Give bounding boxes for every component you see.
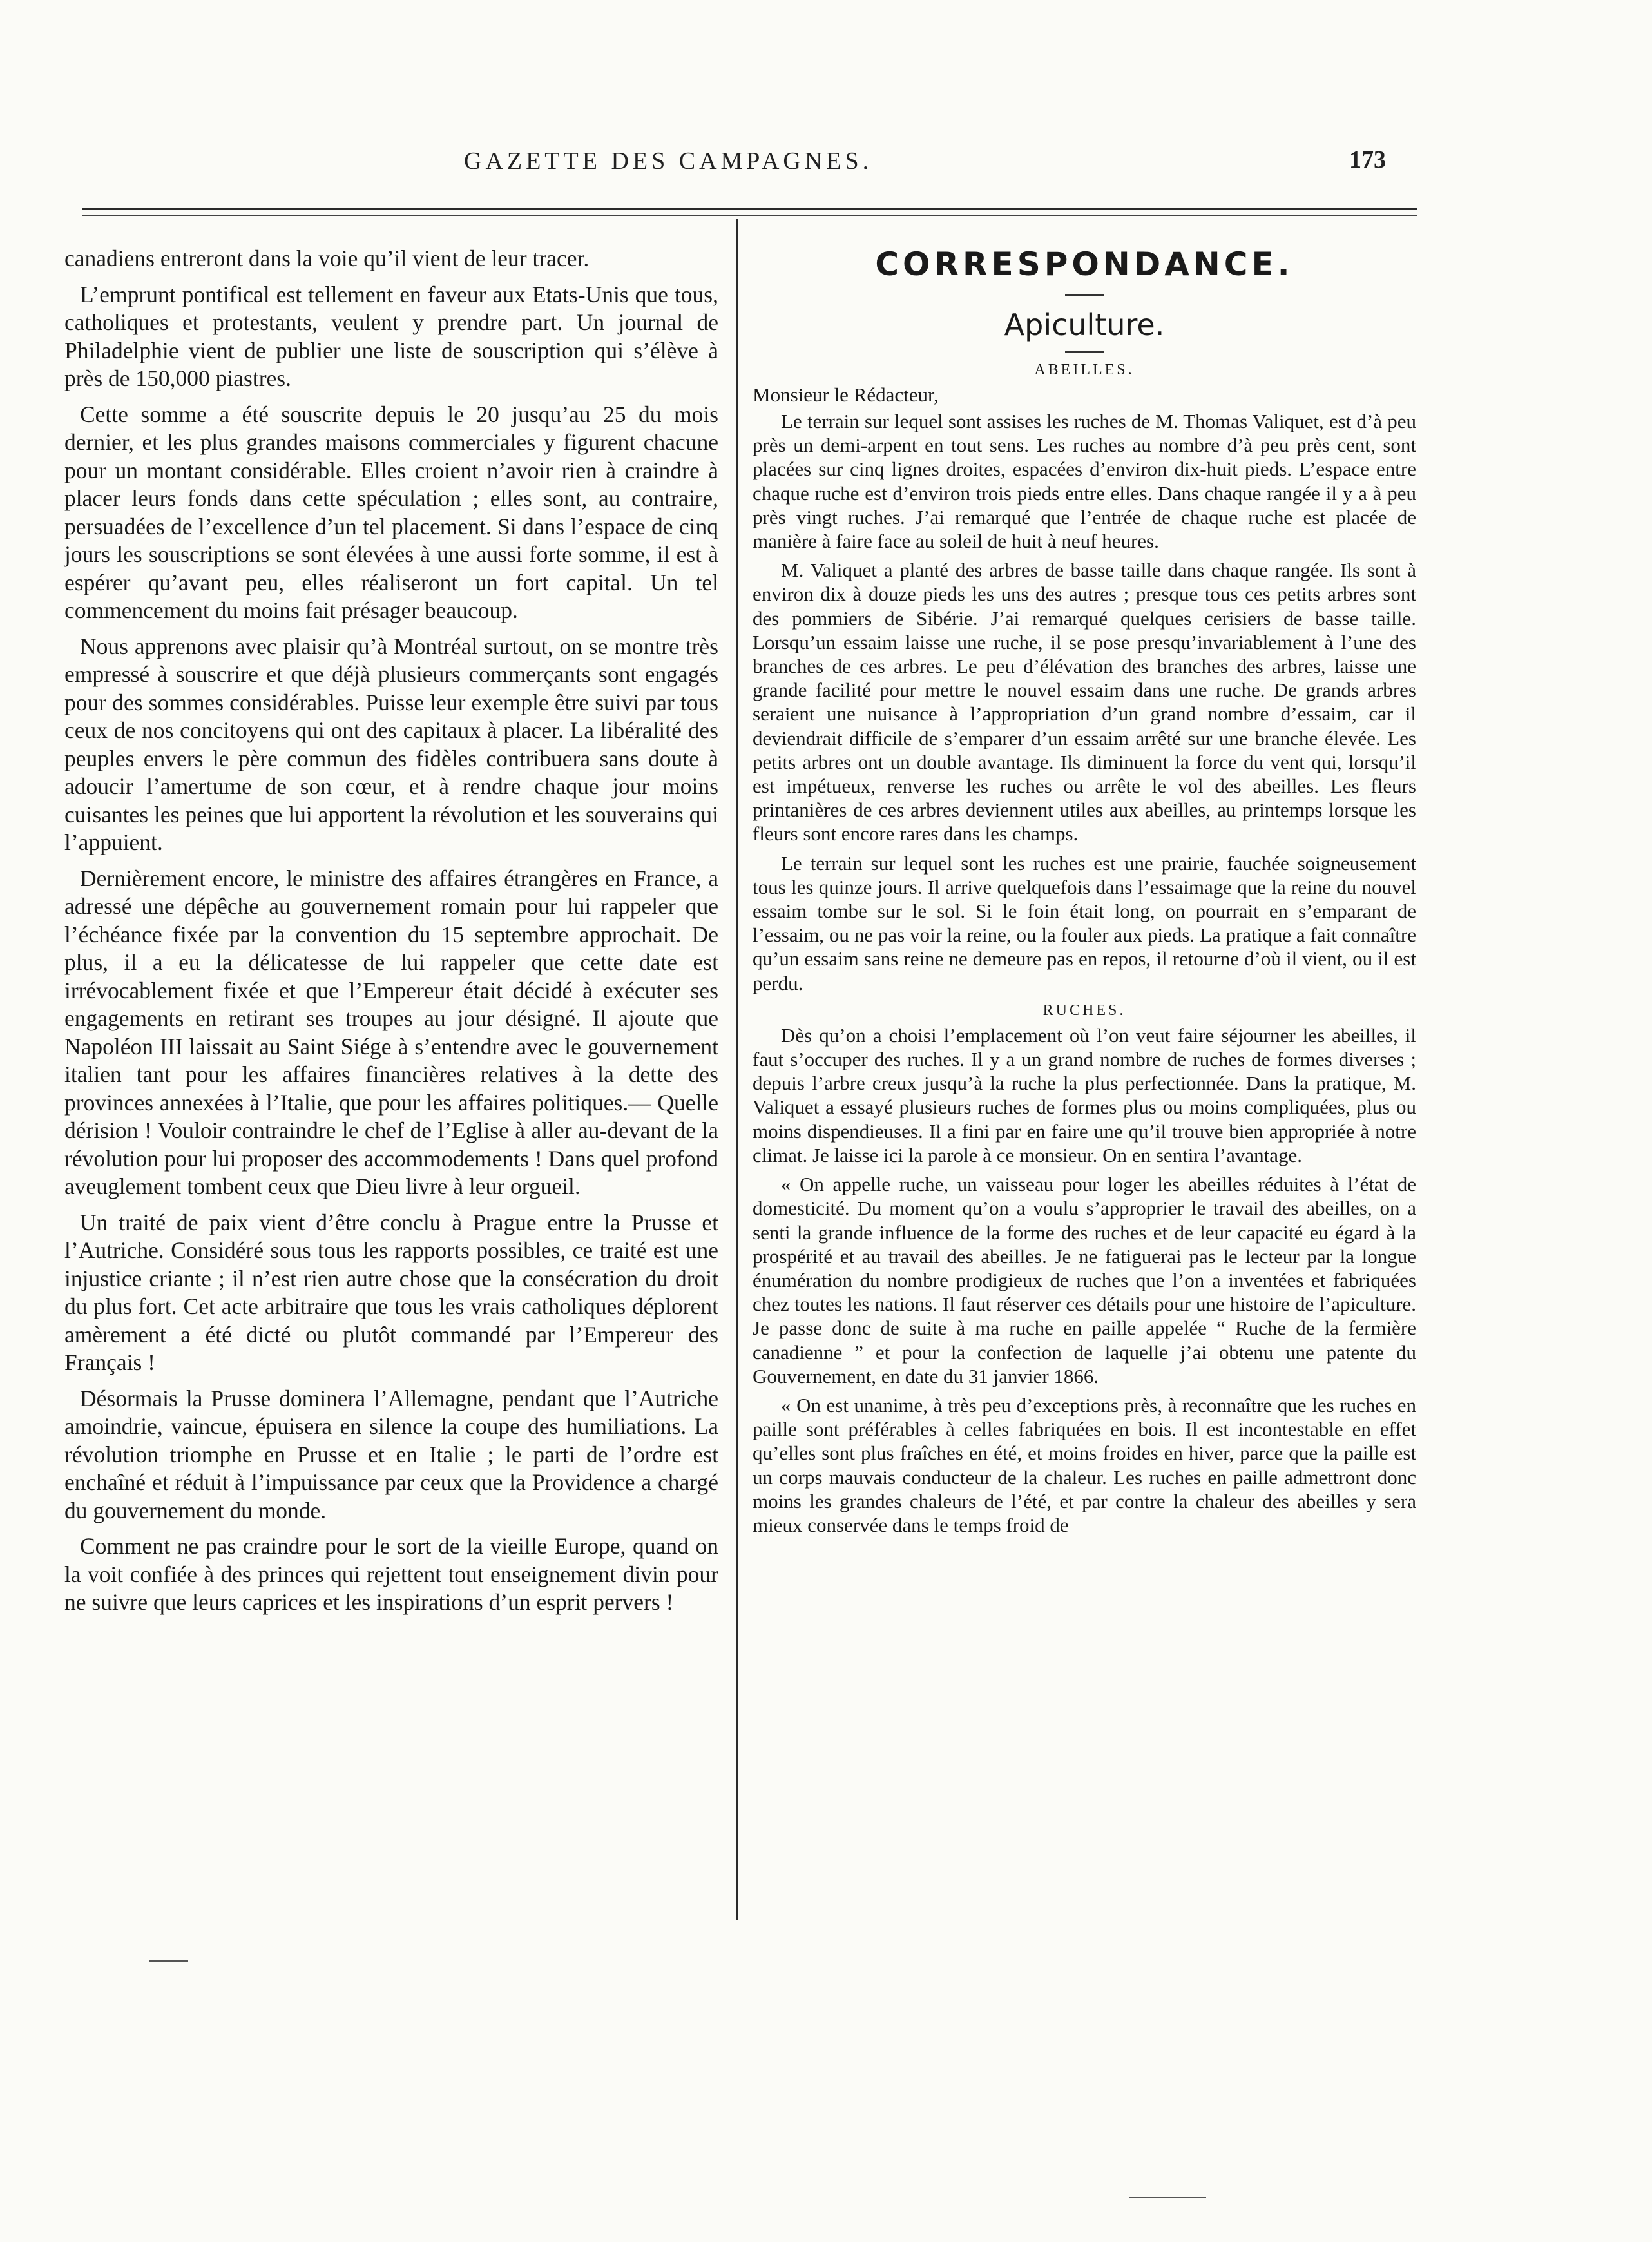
paragraph: Nous apprenons avec plaisir qu’à Montréal surtout, on se montre très empressé à souscrire et que déjà plusieurs commerçants sont engagés pour des sommes considérables. Puisse leur exemple être suivi par tous ceux de nos concitoyens qui ont des capitaux à placer. La libéralité des peuples envers le père commun des fidèles contribuera sans doute à adoucir l’amertume de son cœur, et à rendre chaque jour moins cuisantes les peines que lui apportent la révolution et les souverains qui l’appuient. xyxy=(64,633,718,855)
subheading-abeilles: ABEILLES. xyxy=(1034,362,1135,378)
paragraph: « On appelle ruche, un vaisseau pour loger les abeilles réduites à l’état de domesticité. Du moment qu’on a voulu s’approprier le travail des abeilles, on a senti la grande influence de la forme des ruches et de leur capacité eu égard à la prospérité et au travail des abeilles. Je ne fatiguerai pas le lecteur par la longue énumération du nombre prodigieux de ruches que l’on a inventées et fabriquées chez toutes les nations. Il faut réserver ces détails pour une histoire de l’apiculture. Je passe donc de suite à ma ruche en paille appelée “ Ruche de la fermière canadienne ” et pour la confection de laquelle j’ai obtenu une patente du Gouvernement, en date du 31 janvier 1866. xyxy=(753,1173,1416,1387)
paragraph: « On est unanime, à très peu d’exceptions près, à reconnaître que les ruches en paille sont préférables à celles fabriquées en bois. Il est incontestable en effet qu’elles sont plus fraîches en été, et moins froides en hiver, parce que la paille est un corps mauvais conducteur de la chaleur. Les ruches en paille admettront donc moins les grandes chaleurs de l’été, et par contre la chaleur des abeilles y sera mieux conservée dans le temps froid de xyxy=(753,1393,1416,1536)
page-number: 173 xyxy=(1349,146,1386,173)
right-column xyxy=(753,238,1416,1542)
subheading-ruches: RUCHES. xyxy=(1042,1001,1126,1019)
running-header-title: GAZETTE DES CAMPAGNES. xyxy=(464,148,873,175)
paragraph: Dès qu’on a choisi l’emplacement où l’on veut faire séjourner les abeilles, il faut s’occuper des ruches. Il y a un grand nombre de ruches de formes diverses ; depuis l’arbre creux jusqu’à la ruche la plus perfectionnée. Dans la pratique, M. Valiquet a essayé plusieurs ruches de formes plus ou moins compliquées, plus ou moins dispendieuses. Il a fini par en faire une qu’il trouve bien appropriée à notre climat. Je laisse ici la parole à ce monsieur. On en sentira l’avantage. xyxy=(753,1023,1416,1166)
paragraph: Comment ne pas craindre pour le sort de la vieille Europe, quand on la voit confiée à des princes qui rejettent tout enseignement divin pour ne suivre que leurs caprices et les inspirations d’un esprit pervers ! xyxy=(64,1533,718,1615)
paragraph: Le terrain sur lequel sont assises les ruches de M. Thomas Valiquet, est d’à peu près un demi-arpent en tout sens. Les ruches au nombre d’à peu près cent, sont placées sur cinq lignes droites, espacées d’environ dix-huit pieds. L’espace entre chaque ruche est d’environ trois pieds entre elles. Dans chaque rangée il y a à peu près vingt ruches. J’ai remarqué que l’entrée de chaque ruche est placée de manière à faire face au soleil de huit à neuf heures. xyxy=(753,410,1416,553)
paragraph: Désormais la Prusse dominera l’Allemagne, pendant que l’Autriche amoindrie, vaincue, épuisera en silence la coupe des humiliations. La révolution triomphe en Prusse et en Italie ; le parti de l’ordre est enchaîné et réduit à l’impuissance par ceux que la Providence a chargé du gouvernement du monde. xyxy=(64,1385,718,1523)
paragraph: M. Valiquet a planté des arbres de basse taille dans chaque rangée. Ils sont à environ dix à douze pieds les uns des autres ; presque tous ces petits arbres sont des pommiers de Sibérie. J’ai remarqué quelques cerisiers de basse taille. Lorsqu’un essaim laisse une ruche, il se pose presqu’invariablement à l’une des branches de ces arbres. Le peu d’élévation des branches des arbres, laisse une grande facilité pour mettre le nouvel essaim dans une ruche. De grands arbres seraient une nuisance à l’appropriation d’un grand nombre d’essaim, car il deviendrait difficile de s’emparer d’un essaim arrêté sur une branche élevée. Les petits arbres ont un double avantage. Ils diminuent la force du vent qui, lorsqu’il est impétueux, renverse les ruches ou arrête le vol des abeilles. Les fleurs printanières de ces arbres deviennent utiles aux abeilles, au printemps lorsque les fleurs sont encore rares dans les champs. xyxy=(753,559,1416,846)
end-rule xyxy=(149,1960,188,1962)
paragraph: canadiens entreront dans la voie qu’il vient de leur tracer. xyxy=(64,246,590,271)
paragraph: Cette somme a été souscrite depuis le 20 jusqu’au 25 du mois dernier, et les plus grandes maisons commerciales y figurent chacune pour un montant considérable. Elles croient n’avoir rien à craindre à placer leurs fonds dans cette spéculation ; elles sont, au contraire, persuadées de l’excellence d’un tel placement. Si dans l’espace de cinq jours les souscriptions se sont élevées à une aussi forte somme, il est à espérer qu’avant peu, elles réaliseront un fort capital. Un tel commencement du moins fait présager beaucoup. xyxy=(64,401,718,623)
left-column xyxy=(64,245,718,1625)
header-rule xyxy=(82,208,1417,210)
paragraph: Dernièrement encore, le ministre des affaires étrangères en France, a adressé une dépêche au gouvernement romain pour lui rappeler que l’échéance fixée par la convention du 15 septembre approchait. De plus, il a eu la délicatesse de lui rappeler que cette date est irrévocablement fixée et que l’Empereur était décidé à exécuter ses engagements en retirant ses troupes au jour désigné. Il ajoute que Napoléon III laissait au Saint Siége à s’entendre avec le gouvernement italien tant pour les affaires financières relatives à la dette des provinces annexées à l’Italie, que pour les affaires politiques.— Quelle dérision ! Vouloir contraindre le chef de l’Eglise à aller au-devant de la révolution pour lui proposer des accommodements ! Dans quel profond aveuglement tombent ceux que Dieu livre à leur orgueil. xyxy=(64,865,718,1199)
divider xyxy=(1065,294,1104,296)
subsection-title: Apiculture. xyxy=(1004,307,1165,342)
column-divider xyxy=(736,219,738,1920)
paragraph: L’emprunt pontifical est tellement en faveur aux Etats-Unis que tous, catholiques et protestants, veulent y prendre part. Un journal de Philadelphie vient de publier une liste de souscription qui s’élève à près de 150,000 piastres. xyxy=(64,281,718,391)
salutation: Monsieur le Rédacteur, xyxy=(753,383,939,406)
paragraph: Le terrain sur lequel sont les ruches est une prairie, fauchée soigneusement tous les quinze jours. Il arrive quelquefois dans l’essaimage que la reine du nouvel essaim tombe sur le sol. Si le foin était long, on pourrait en s’emparant de l’essaim, ou ne pas voir la reine, ou la fouler aux pieds. La pratique a fait connaître qu’un essaim sans reine ne demeure pas en repos, il retourne d’où il vient, ou il est perdu. xyxy=(753,851,1416,994)
end-rule xyxy=(1129,2197,1206,2198)
section-title: CORRESPONDANCE. xyxy=(875,246,1294,283)
divider xyxy=(1065,351,1104,353)
header-rule-thin xyxy=(82,215,1417,216)
paragraph: Un traité de paix vient d’être conclu à Prague entre la Prusse et l’Autriche. Considéré sous tous les rapports possibles, ce traité est une injustice criante ; il n’est rien autre chose que la consécration du droit du plus fort. Cet acte arbitraire que tous les vrais catholiques déplorent amèrement a été dicté ou plutôt commandé par l’Empereur des Français ! xyxy=(64,1209,718,1375)
